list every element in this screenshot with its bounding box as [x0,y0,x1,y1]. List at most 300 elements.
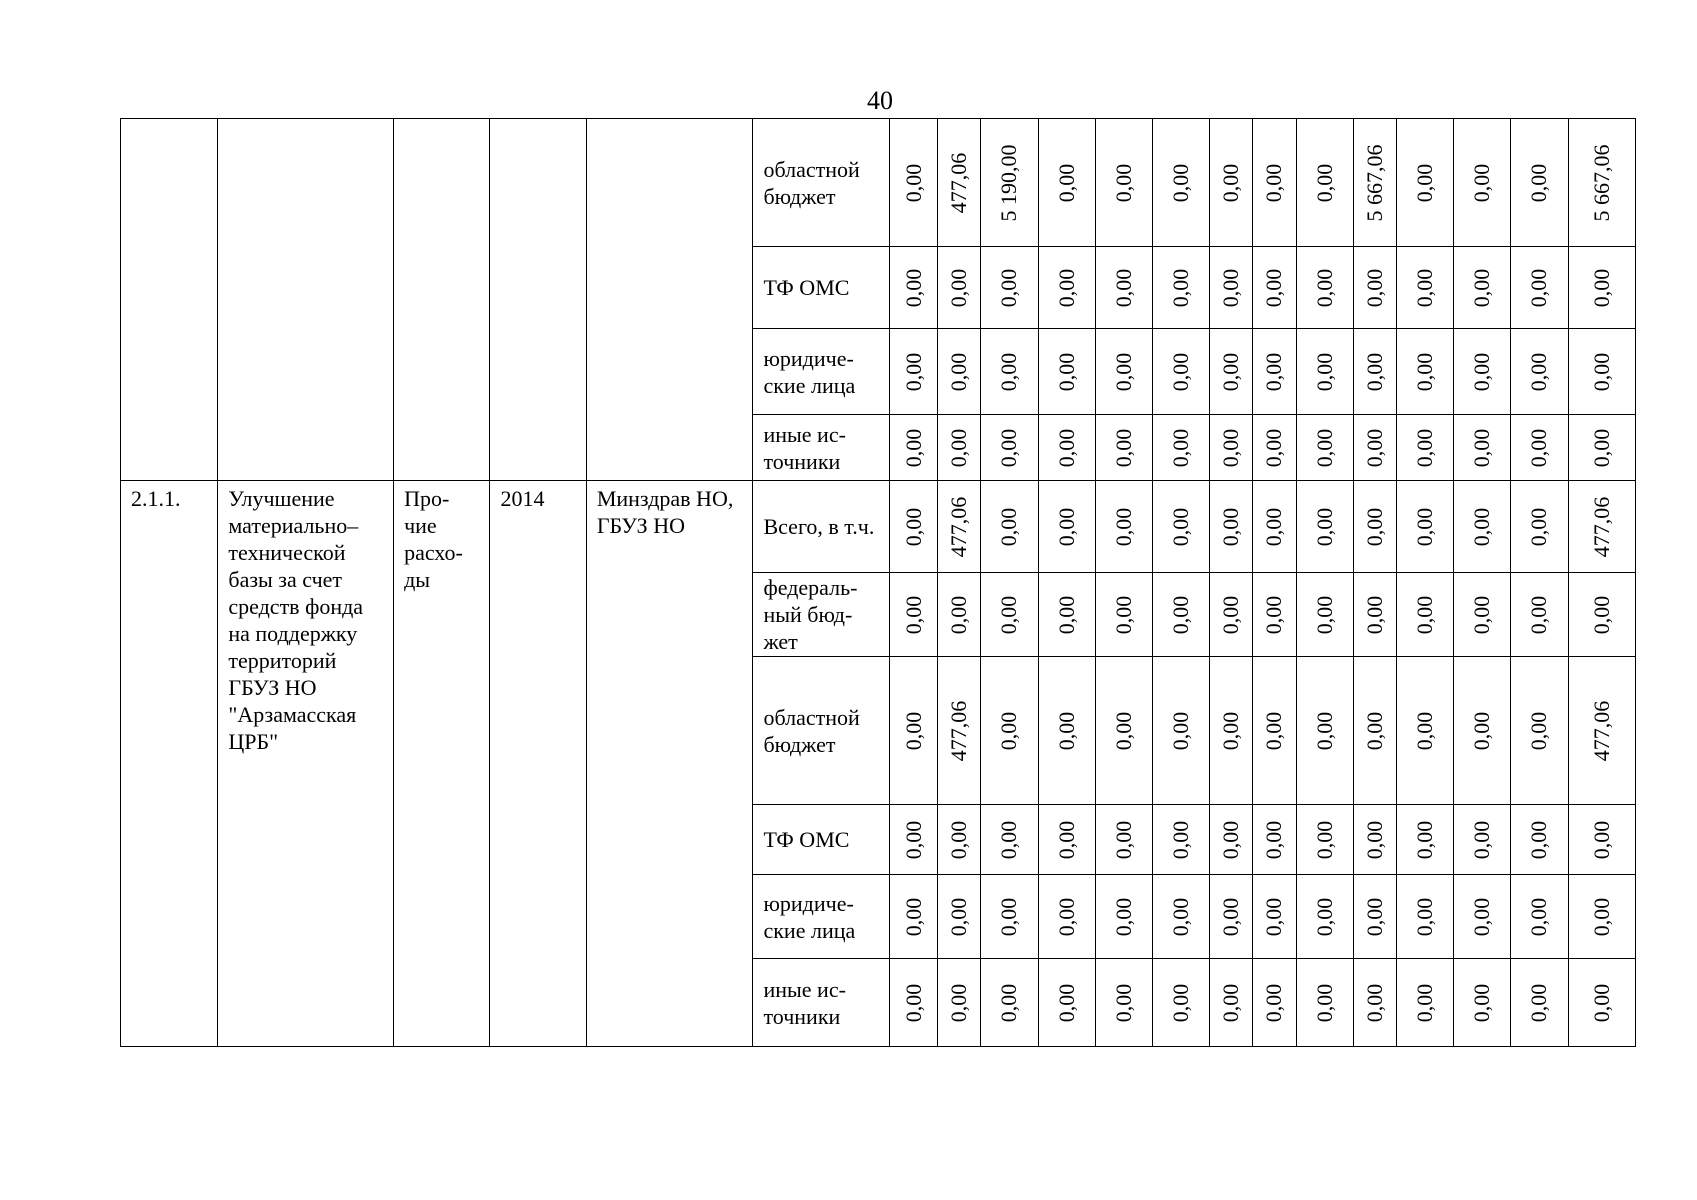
funding-source-cell: иные ис-точники [753,415,890,481]
value-text: 0,00 [996,711,1022,750]
value-cell [1296,329,1353,415]
value-cell [1353,959,1396,1047]
value-cell [981,247,1038,329]
expense-type-cell [394,119,490,481]
value-cell [1353,573,1396,657]
value-cell [1511,959,1568,1047]
value-text: 0,00 [1053,897,1079,936]
value-cell [1296,959,1353,1047]
value-cell [1253,875,1296,959]
value-text: 0,00 [1412,507,1438,546]
value-text: 0,00 [1469,595,1495,634]
value-text: 0,00 [1311,983,1337,1022]
value-cell [1511,329,1568,415]
value-text: 0,00 [1110,983,1136,1022]
value-cell [1038,481,1095,573]
value-cell [1253,481,1296,573]
value-cell [1296,805,1353,875]
value-cell [1353,875,1396,959]
value-text: 0,00 [1469,352,1495,391]
value-text: 0,00 [1412,352,1438,391]
value-cell [1454,415,1511,481]
value-cell [1153,875,1210,959]
value-cell [1511,415,1568,481]
value-cell [1038,415,1095,481]
table-row [121,481,1636,573]
value-cell [1396,805,1453,875]
value-cell [1454,875,1511,959]
value-text: 0,00 [1469,507,1495,546]
value-cell [938,573,981,657]
value-cell [890,573,938,657]
value-cell [1095,573,1152,657]
value-cell [890,247,938,329]
value-text: 0,00 [1311,897,1337,936]
value-cell [1210,805,1253,875]
funding-source-cell: ТФ ОМС [753,805,890,875]
value-text: 0,00 [900,428,926,467]
value-text: 0,00 [1412,595,1438,634]
value-text: 0,00 [900,352,926,391]
executor-cell [586,119,753,481]
value-cell [1353,481,1396,573]
value-text: 477,06 [946,152,972,213]
value-text: 0,00 [1469,820,1495,859]
value-cell [1038,119,1095,247]
value-cell [1296,481,1353,573]
value-cell [1153,959,1210,1047]
value-cell [938,415,981,481]
value-cell [981,959,1038,1047]
value-cell [1396,119,1453,247]
value-text: 0,00 [1412,711,1438,750]
value-text: 0,00 [1168,595,1194,634]
value-cell [938,805,981,875]
value-text: 0,00 [1412,268,1438,307]
value-cell [1038,329,1095,415]
value-text: 0,00 [1110,595,1136,634]
value-text: 0,00 [1361,428,1387,467]
value-cell [1153,415,1210,481]
value-cell [1511,875,1568,959]
value-cell [1038,959,1095,1047]
value-cell [1253,959,1296,1047]
value-text: 0,00 [1588,983,1614,1022]
item-executor: Минздрав НО, ГБУЗ НО [586,481,753,1047]
value-text: 0,00 [996,268,1022,307]
value-text: 0,00 [1526,897,1552,936]
value-cell [1210,329,1253,415]
value-cell [1454,329,1511,415]
value-cell [1296,247,1353,329]
value-text: 0,00 [1053,711,1079,750]
value-text: 0,00 [996,595,1022,634]
value-cell [1396,415,1453,481]
value-text: 0,00 [1311,507,1337,546]
funding-source-cell: федераль-ный бюд-жет [753,573,890,657]
value-cell [1296,657,1353,805]
value-cell [1153,247,1210,329]
value-text: 0,00 [900,507,926,546]
item-name: Улучшение материально–технической базы за счет средств фонда на поддержку территорий ГБУЗ НО "Арзамасская ЦРБ" [218,481,394,1047]
value-cell [1511,573,1568,657]
value-cell [1568,329,1635,415]
value-text: 0,00 [1218,820,1244,859]
value-text: 0,00 [946,595,972,634]
value-text: 0,00 [1361,820,1387,859]
value-text: 0,00 [1110,507,1136,546]
value-text: 0,00 [1168,352,1194,391]
value-text: 0,00 [1361,352,1387,391]
value-cell [1038,875,1095,959]
value-cell [938,959,981,1047]
value-text: 0,00 [946,268,972,307]
value-text: 0,00 [1168,820,1194,859]
year-cell [490,119,586,481]
value-text: 0,00 [1361,595,1387,634]
value-text: 0,00 [1526,507,1552,546]
value-cell [1568,657,1635,805]
value-text: 0,00 [1110,428,1136,467]
value-cell [1253,329,1296,415]
value-cell [1396,481,1453,573]
item-year: 2014 [490,481,586,1047]
value-cell [1253,805,1296,875]
value-text: 0,00 [1110,268,1136,307]
value-cell [1454,247,1511,329]
item-expense-type: Про-чие расхо-ды [394,481,490,1047]
value-cell [1511,247,1568,329]
value-text: 0,00 [1469,983,1495,1022]
funding-source-cell: юридиче-ские лица [753,875,890,959]
value-text: 0,00 [1053,983,1079,1022]
value-text: 0,00 [1218,711,1244,750]
value-cell [1568,119,1635,247]
value-cell [890,329,938,415]
value-text: 0,00 [1168,507,1194,546]
value-text: 0,00 [900,983,926,1022]
value-text: 0,00 [1261,352,1287,391]
value-text: 0,00 [1110,163,1136,202]
value-cell [1253,415,1296,481]
value-text: 0,00 [946,352,972,391]
value-text: 0,00 [1218,595,1244,634]
value-cell [1511,805,1568,875]
value-text: 0,00 [1588,268,1614,307]
value-cell [1396,573,1453,657]
value-cell [1253,573,1296,657]
value-text: 477,06 [1588,496,1614,557]
value-cell [1153,481,1210,573]
table-body [121,119,1636,1047]
value-text: 0,00 [1526,983,1552,1022]
value-text: 0,00 [1053,507,1079,546]
value-cell [1296,573,1353,657]
value-cell [1296,415,1353,481]
value-cell [1568,573,1635,657]
value-text: 0,00 [1110,897,1136,936]
funding-source-cell: Всего, в т.ч. [753,481,890,573]
value-cell [1210,657,1253,805]
value-text: 477,06 [946,700,972,761]
value-cell [890,875,938,959]
value-text: 477,06 [1588,700,1614,761]
value-cell [1568,247,1635,329]
value-text: 0,00 [1218,428,1244,467]
value-cell [1253,657,1296,805]
value-text: 5 667,06 [1361,144,1387,221]
value-text: 0,00 [996,820,1022,859]
value-text: 0,00 [1361,897,1387,936]
value-cell [890,657,938,805]
value-cell [1511,657,1568,805]
value-cell [890,805,938,875]
value-text: 0,00 [1526,268,1552,307]
value-cell [938,657,981,805]
value-text: 0,00 [1526,595,1552,634]
value-text: 0,00 [1168,711,1194,750]
value-text: 0,00 [1261,820,1287,859]
value-cell [1353,119,1396,247]
value-cell [1095,875,1152,959]
value-text: 0,00 [1311,352,1337,391]
value-cell [1153,329,1210,415]
value-cell [1296,875,1353,959]
value-text: 0,00 [946,820,972,859]
value-text: 0,00 [1311,595,1337,634]
value-cell [938,119,981,247]
funding-source-cell: иные ис-точники [753,959,890,1047]
value-cell [890,119,938,247]
value-text: 0,00 [1053,820,1079,859]
value-text: 0,00 [996,983,1022,1022]
value-cell [1210,119,1253,247]
value-text: 0,00 [1168,897,1194,936]
value-text: 0,00 [946,428,972,467]
page-number: 40 [867,86,893,115]
value-cell [1396,329,1453,415]
value-cell [890,415,938,481]
value-cell [1568,481,1635,573]
value-text: 0,00 [1053,163,1079,202]
value-text: 0,00 [1526,163,1552,202]
value-cell [1038,805,1095,875]
value-text: 0,00 [1053,268,1079,307]
value-cell [1153,119,1210,247]
value-cell [1396,247,1453,329]
value-cell [1296,119,1353,247]
value-text: 5 667,06 [1588,144,1614,221]
value-cell [1353,805,1396,875]
value-cell [1095,959,1152,1047]
value-text: 0,00 [1261,163,1287,202]
value-cell [1568,959,1635,1047]
value-text: 0,00 [1218,983,1244,1022]
value-text: 0,00 [1412,820,1438,859]
funding-source-cell: областной бюджет [753,119,890,247]
value-text: 0,00 [1526,820,1552,859]
value-cell [1511,119,1568,247]
budget-table [120,118,1636,1047]
value-text: 0,00 [1218,268,1244,307]
value-cell [1038,573,1095,657]
value-cell [1210,481,1253,573]
value-text: 0,00 [1469,163,1495,202]
value-text: 0,00 [1469,897,1495,936]
value-cell [890,959,938,1047]
value-text: 0,00 [1218,507,1244,546]
value-text: 0,00 [900,820,926,859]
value-text: 0,00 [996,428,1022,467]
value-text: 0,00 [1412,428,1438,467]
value-cell [1038,657,1095,805]
value-text: 0,00 [1311,268,1337,307]
value-text: 0,00 [1469,428,1495,467]
name-cell [218,119,394,481]
value-text: 0,00 [1588,352,1614,391]
value-cell [1038,247,1095,329]
value-cell [1210,247,1253,329]
value-cell [1511,481,1568,573]
value-text: 0,00 [900,268,926,307]
value-cell [938,875,981,959]
value-cell [1210,959,1253,1047]
value-cell [1353,415,1396,481]
value-text: 0,00 [1412,897,1438,936]
value-cell [1454,657,1511,805]
value-cell [1454,119,1511,247]
value-cell [1454,959,1511,1047]
value-cell [1153,573,1210,657]
value-cell [938,481,981,573]
value-cell [1095,481,1152,573]
value-text: 0,00 [1469,711,1495,750]
value-text: 0,00 [900,897,926,936]
value-text: 0,00 [1261,507,1287,546]
value-text: 0,00 [1218,163,1244,202]
value-cell [1095,657,1152,805]
value-cell [1153,805,1210,875]
value-text: 0,00 [1261,268,1287,307]
value-text: 0,00 [1311,428,1337,467]
value-cell [981,415,1038,481]
value-text: 0,00 [1218,897,1244,936]
value-cell [938,329,981,415]
value-text: 0,00 [946,983,972,1022]
value-cell [1095,805,1152,875]
value-cell [1095,119,1152,247]
value-cell [1396,959,1453,1047]
value-text: 0,00 [1261,595,1287,634]
value-text: 0,00 [996,352,1022,391]
value-cell [1253,119,1296,247]
value-cell [981,657,1038,805]
value-text: 0,00 [996,897,1022,936]
table-row [121,119,1636,247]
value-cell [1210,573,1253,657]
value-cell [1568,875,1635,959]
funding-source-cell: юридиче-ские лица [753,329,890,415]
value-text: 0,00 [1218,352,1244,391]
value-text: 0,00 [1110,711,1136,750]
value-text: 0,00 [946,897,972,936]
value-text: 0,00 [1588,595,1614,634]
value-text: 0,00 [900,163,926,202]
value-cell [1353,329,1396,415]
value-cell [1095,329,1152,415]
value-text: 0,00 [1588,897,1614,936]
value-cell [1253,247,1296,329]
value-text: 0,00 [1526,428,1552,467]
value-text: 0,00 [1168,268,1194,307]
value-text: 0,00 [996,507,1022,546]
value-cell [938,247,981,329]
value-cell [890,481,938,573]
value-cell [1396,657,1453,805]
value-cell [981,481,1038,573]
value-cell [1568,805,1635,875]
value-text: 0,00 [1361,711,1387,750]
funding-source-cell: областной бюджет [753,657,890,805]
funding-source-cell: ТФ ОМС [753,247,890,329]
value-text: 0,00 [1261,897,1287,936]
value-text: 0,00 [1361,507,1387,546]
value-cell [1153,657,1210,805]
value-text: 0,00 [1526,352,1552,391]
value-cell [1353,657,1396,805]
value-cell [981,573,1038,657]
value-cell [1210,415,1253,481]
value-text: 0,00 [900,595,926,634]
value-text: 0,00 [1311,820,1337,859]
value-text: 0,00 [1110,820,1136,859]
item-number: 2.1.1. [121,481,218,1047]
value-cell [981,875,1038,959]
value-text: 0,00 [1588,428,1614,467]
value-cell [1095,247,1152,329]
value-text: 0,00 [900,711,926,750]
value-text: 477,06 [946,496,972,557]
value-text: 0,00 [1053,428,1079,467]
value-text: 5 190,00 [996,144,1022,221]
value-cell [1095,415,1152,481]
value-cell [1353,247,1396,329]
value-text: 0,00 [1261,983,1287,1022]
value-text: 0,00 [1261,428,1287,467]
value-cell [1210,875,1253,959]
value-text: 0,00 [1311,711,1337,750]
value-text: 0,00 [1526,711,1552,750]
value-cell [981,119,1038,247]
value-text: 0,00 [1053,352,1079,391]
value-text: 0,00 [1110,352,1136,391]
value-text: 0,00 [1168,428,1194,467]
value-text: 0,00 [1361,983,1387,1022]
value-text: 0,00 [1311,163,1337,202]
value-text: 0,00 [1469,268,1495,307]
value-cell [981,805,1038,875]
value-text: 0,00 [1588,820,1614,859]
value-text: 0,00 [1412,983,1438,1022]
value-cell [1568,415,1635,481]
value-text: 0,00 [1168,163,1194,202]
value-cell [1454,481,1511,573]
value-cell [1454,573,1511,657]
value-cell [1396,875,1453,959]
value-text: 0,00 [1168,983,1194,1022]
value-text: 0,00 [1361,268,1387,307]
value-text: 0,00 [1261,711,1287,750]
